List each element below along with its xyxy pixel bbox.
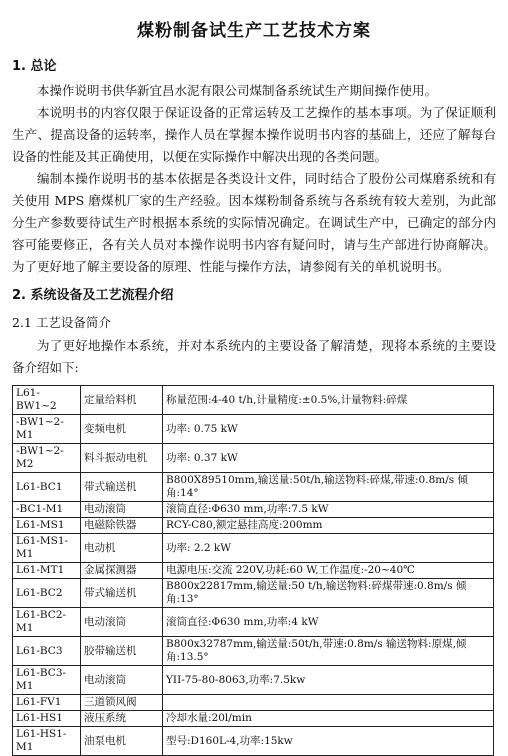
- equipment-table: [12, 385, 494, 756]
- equipment-spec-cell: B800X89510mm,输送量:50t/h,输送物料:碎煤,带速:0.8m/s 倾角:14°: [163, 473, 494, 502]
- table-row: [13, 695, 494, 711]
- equipment-code-cell: L61-BW1~2: [13, 386, 81, 415]
- equipment-name-cell: 油泵电机: [81, 727, 163, 756]
- equipment-spec-cell: 功率: 0.75 kW: [163, 415, 494, 444]
- equipment-code-cell: L61-BC1: [13, 473, 81, 502]
- paragraph-2: 本说明书的内容仅限于保证设备的正常运转及工艺操作的基本事项。为了保证顺利生产、提高设备的运转率，操作人员在掌握本操作说明书内容的基础上，还应了解每台设备的性能及其正确使用，以便在实际操作中解决出现的各类问题。: [12, 105, 496, 164]
- equipment-spec-cell: 称量范围:4-40 t/h,计量精度:±0.5%,计量物料:碎煤: [163, 386, 494, 415]
- equipment-name-cell: 液压系统: [81, 711, 163, 727]
- table-row: [13, 415, 494, 444]
- section-1-heading: 1. 总论: [12, 59, 57, 74]
- section-2-heading: 2. 系统设备及工艺流程介绍: [12, 288, 174, 303]
- equipment-code-cell: L61-MS1-M1: [13, 534, 81, 563]
- equipment-code-cell: -BW1~2-M2: [13, 444, 81, 473]
- equipment-spec-cell: 滚筒直径:Φ630 mm,功率:4 kW: [163, 608, 494, 637]
- equipment-name-cell: 电磁除铁器: [81, 518, 163, 534]
- equipment-code-cell: -BC1-M1: [13, 502, 81, 518]
- table-row: [13, 534, 494, 563]
- equipment-spec-cell: [163, 695, 494, 711]
- equipment-code-cell: L61-BC2: [13, 579, 81, 608]
- table-row: [13, 579, 494, 608]
- equipment-code-cell: L61-BC2-M1: [13, 608, 81, 637]
- equipment-code-cell: L61-HS1-M1: [13, 727, 81, 756]
- equipment-spec-cell: YII-75-80-8063,功率:7.5kw: [163, 666, 494, 695]
- table-row: [13, 637, 494, 666]
- section-2-1-heading: 2.1 工艺设备简介: [12, 315, 111, 330]
- document-title: 煤粉制备试生产工艺技术方案: [137, 21, 371, 41]
- equipment-name-cell: 带式输送机: [81, 579, 163, 608]
- table-row: [13, 473, 494, 502]
- equipment-spec-cell: 功率: 0.37 kW: [163, 444, 494, 473]
- equipment-code-cell: L61-FV1: [13, 695, 81, 711]
- equipment-spec-cell: RCY-C80,额定悬挂高度:200mm: [163, 518, 494, 534]
- equipment-name-cell: 电动机: [81, 534, 163, 563]
- table-row: [13, 444, 494, 473]
- equipment-code-cell: L61-MT1: [13, 563, 81, 579]
- equipment-name-cell: 变频电机: [81, 415, 163, 444]
- equipment-spec-cell: 功率: 2.2 kW: [163, 534, 494, 563]
- equipment-spec-cell: 型号:D160L-4,功率:15kw: [163, 727, 494, 756]
- table-row: [13, 502, 494, 518]
- equipment-name-cell: 电动滚筒: [81, 608, 163, 637]
- paragraph-1: 本操作说明书供华新宜昌水泥有限公司煤制备系统试生产期间操作使用。: [37, 83, 438, 98]
- table-row: [13, 608, 494, 637]
- equipment-code-cell: L61-HS1: [13, 711, 81, 727]
- equipment-name-cell: 带式输送机: [81, 473, 163, 502]
- equipment-name-cell: 胶带输送机: [81, 637, 163, 666]
- table-row: [13, 518, 494, 534]
- table-row: [13, 666, 494, 695]
- equipment-spec-cell: B800x22817mm,输送量:50 t/h,输送物料:碎煤带速:0.8m/s 倾角:13°: [163, 579, 494, 608]
- equipment-name-cell: 金属探测器: [81, 563, 163, 579]
- paragraph-3: 编制本操作说明书的基本依据是各类设计文件，同时结合了股份公司煤磨系统和有关使用 MPS 磨煤机厂家的生产经验。因本煤粉制备系统与各系统有较大差别，为此部分生产参数要待试生产时根据本系统的实际情况确定。在调试生产中，已确定的部分内容可能要修正，各有关人员对本操作说明书内容有疑问时，请与生产部进行协商解决。为了更好地了解主要设备的原理、性能与操作方法，请参阅有关的单机说明书。: [12, 171, 496, 274]
- equipment-code-cell: L61-MS1: [13, 518, 81, 534]
- table-row: [13, 386, 494, 415]
- paragraph-4: 为了更好地操作本系统，并对本系统内的主要设备了解清楚，现将本系统的主要设备介绍如下:: [12, 338, 496, 375]
- equipment-spec-cell: B800x32787mm,输送量:50t/h,带速:0.8m/s 输送物料:原煤,倾角:13.5°: [163, 637, 494, 666]
- equipment-name-cell: 料斗振动电机: [81, 444, 163, 473]
- equipment-spec-cell: 电源电压:交流 220V,功耗:60 W,工作温度:-20~40℃: [163, 563, 494, 579]
- equipment-code-cell: -BW1~2-M1: [13, 415, 81, 444]
- equipment-code-cell: L61-BC3-M1: [13, 666, 81, 695]
- table-row: [13, 727, 494, 756]
- equipment-code-cell: L61-BC3: [13, 637, 81, 666]
- equipment-name-cell: 三道锁风阀: [81, 695, 163, 711]
- equipment-name-cell: 定量给料机: [81, 386, 163, 415]
- equipment-name-cell: 电动滚筒: [81, 502, 163, 518]
- equipment-spec-cell: 冷却水量:20l/min: [163, 711, 494, 727]
- table-row: [13, 711, 494, 727]
- equipment-spec-cell: 滚筒直径:Φ630 mm,功率:7.5 kW: [163, 502, 494, 518]
- equipment-name-cell: 电动滚筒: [81, 666, 163, 695]
- table-row: [13, 563, 494, 579]
